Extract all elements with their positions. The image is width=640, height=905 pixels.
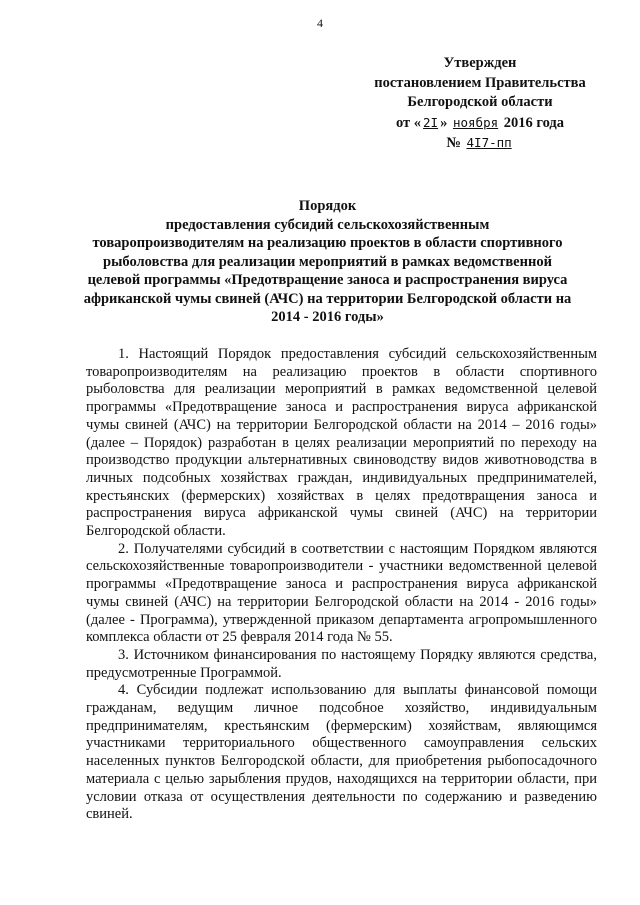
paragraph-1: 1. Настоящий Порядок предоставления субсидий сельскохозяйственным товаропроизводителям на реализацию проектов в области спортивного рыболовства для реализации мероприятий в рамках ведомственной целевой программы «Предотвращение заноса и распространения вируса африканской чумы свиней (АЧС) на территории Белгородской области на 2014 – 2016 годы» (далее – Порядок) разработан в целях реализации мероприятий по переходу на производство продукции альтернативных свиноводству видов животноводства в личных подсобных хозяйствах граждан, индивидуальных предпринимателей, крестьянских (фермерских) хозяйствах в целях предотвращения заноса и распространения вируса африканской чумы свиней (АЧС) на территории Белгородской области. (86, 346, 597, 540)
number-prefix: № (446, 135, 461, 151)
date-suffix: 2016 года (503, 114, 565, 131)
paragraph-4: 4. Субсидии подлежат использованию для выплаты финансовой помощи гражданам, ведущим личное подсобное хозяйство, индивидуальным предпринимателям, крестьянским (фермерским) хозяйствам, являющимся участниками территориального общественного самоуправления сельских населенных пунктов Белгородской области, для приобретения рыбопосадочного материала с целью зарыбления прудов, находящихся на территории области, при условии отказа от осуществления деятельности по содержанию и разведению свиней. (86, 682, 597, 823)
document-title (40, 197, 615, 327)
title-line-1: Порядок (298, 198, 357, 214)
approval-resolution: постановлением Правительства (374, 74, 586, 91)
number-value: 4I7-пп (466, 135, 512, 150)
approval-heading: Утвержден (443, 55, 517, 71)
paragraph-3: 3. Источником финансирования по настоящему Порядку являются средства, предусмотренные Программой. (86, 646, 597, 681)
date-separator: » (440, 114, 448, 131)
approval-region: Белгородской области (407, 94, 553, 110)
document-body (86, 346, 597, 824)
approval-date (340, 113, 620, 134)
approval-number (340, 133, 620, 154)
paragraph-2: 2. Получателями субсидий в соответствии с настоящим Порядком являются сельскохозяйственные товаропроизводители - участники ведомственной целевой программы «Предотвращение заноса и распространения вируса африканской чумы свиней (АЧС) на территории Белгородской области на 2014 - 2016 годы» (далее - Программа), утвержденной приказом департамента агропромышленного комплекса области от 25 февраля 2014 года № 55. (86, 540, 597, 646)
date-month: ноября (452, 114, 499, 130)
page-number: 4 (317, 16, 323, 30)
date-day: 2I (423, 114, 439, 130)
title-line-7: 2014 - 2016 годы» (271, 309, 384, 325)
title-line-5: целевой программы «Предотвращение заноса и распространения вируса (87, 272, 568, 288)
date-prefix: от « (395, 114, 422, 131)
title-line-6: африканской чумы свиней (АЧС) на территории Белгородской области на (83, 290, 572, 307)
approval-block (340, 54, 620, 154)
title-line-4: рыболовства для реализации мероприятий в рамках ведомственной (103, 253, 552, 270)
title-line-3: товаропроизводителям на реализацию проектов в области спортивного (92, 235, 563, 251)
title-line-2: предоставления субсидий сельскохозяйственным (165, 216, 490, 233)
